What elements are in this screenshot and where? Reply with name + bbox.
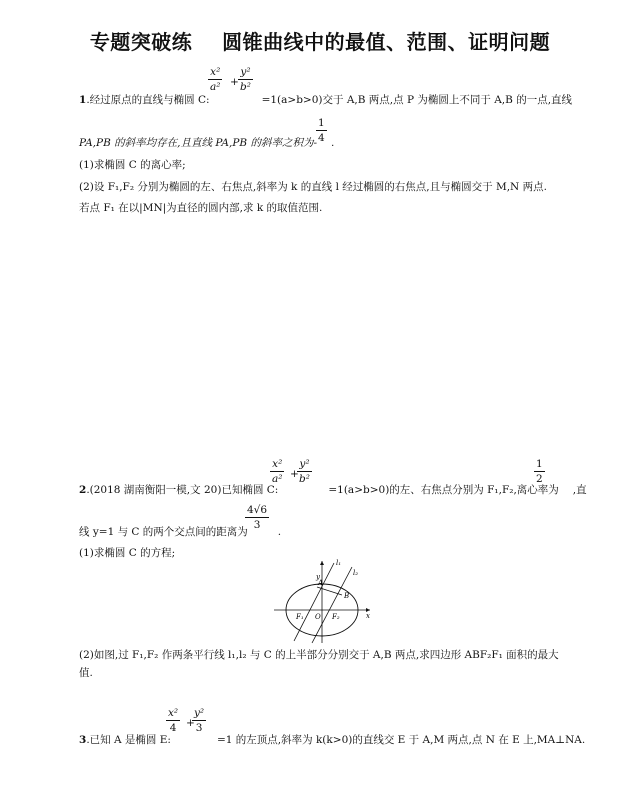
problem-text: .经过原点的直线与椭圆 C: <box>86 94 210 106</box>
line-l1 <box>294 563 334 641</box>
fraction-numerator: 4√6 <box>247 504 268 516</box>
problem-text: =1 的左顶点,斜率为 k(k>0)的直线交 E 于 A,M 两点,点 N 在 E 上,MA⊥NA. <box>216 734 586 746</box>
problem-text: PA,PB 的斜率均存在,且直线 PA,PB 的斜率之积为- <box>79 137 318 149</box>
label-y: y <box>316 573 320 581</box>
problem-1-part-2a: (2)设 F₁,F₂ 分别为椭圆的左、右焦点,斜率为 k 的直线 l 经过椭圆的右焦点,且与椭圆交于 M,N 两点. <box>79 181 547 193</box>
plus-sign: + <box>230 76 239 88</box>
fraction-numerator: x² <box>272 458 283 470</box>
problem-text: .已知 A 是椭圆 E: <box>86 734 171 746</box>
label-b: B <box>344 592 350 600</box>
problem-1-line-2 <box>79 136 334 150</box>
label-l2: l₂ <box>353 569 359 577</box>
fraction-denominator: 3 <box>245 517 269 531</box>
fraction-denominator: 4 <box>318 132 325 144</box>
fraction-numerator: y² <box>194 707 205 719</box>
problem-number: 2 <box>79 484 87 496</box>
fraction-denominator: b² <box>299 473 310 485</box>
page-title: 专题突破练 圆锥曲线中的最值、范围、证明问题 <box>89 30 551 54</box>
fraction-denominator: a² <box>210 81 221 93</box>
problem-1-line-1 <box>79 93 572 107</box>
plus-sign: + <box>186 717 195 729</box>
fraction-x2-a2 <box>208 66 222 93</box>
label-o: O <box>315 613 321 621</box>
problem-text: . <box>331 137 335 149</box>
problem-text: . <box>277 526 282 538</box>
fraction-y2-b2 <box>297 458 312 485</box>
label-f1: F₁ <box>296 613 304 621</box>
label-l1: l₁ <box>336 559 342 567</box>
problem-1-part-1: (1)求椭圆 C 的离心率; <box>79 159 186 171</box>
fraction-1-2 <box>534 458 545 485</box>
ellipse-diagram <box>272 555 372 645</box>
problem-text: 线 y=1 与 C 的两个交点间的距离为 <box>79 526 248 538</box>
label-x: x <box>366 612 370 620</box>
fraction-x2-4 <box>166 707 180 734</box>
fraction-denominator: 4 <box>166 720 180 734</box>
problem-number: 1 <box>79 94 87 106</box>
problem-2-part-2a: (2)如图,过 F₁,F₂ 作两条平行线 l₁,l₂ 与 C 的上半部分分别交于 A,B 两点,求四边形 ABF₂F₁ 面积的最大 <box>79 649 559 661</box>
fraction-y2-b2 <box>238 66 253 93</box>
problem-2-part-1: (1)求椭圆 C 的方程; <box>79 547 176 559</box>
fraction-numerator: 1 <box>536 458 543 470</box>
problem-3-line-1 <box>79 733 585 747</box>
plus-sign: + <box>290 468 299 480</box>
problem-text: =1(a>b>0)交于 A,B 两点,点 P 为椭圆上不同于 A,B 的一点,直线 <box>261 94 573 106</box>
fraction-numerator: x² <box>168 707 179 719</box>
y-axis-arrow <box>320 561 324 565</box>
fraction-denominator: 3 <box>192 720 206 734</box>
problem-number: 3 <box>79 734 87 746</box>
problem-1-part-2b: 若点 F₁ 在以|MN|为直径的圆内部,求 k 的取值范围. <box>79 202 323 214</box>
fraction-numerator: y² <box>240 66 251 78</box>
fraction-denominator: b² <box>240 81 251 93</box>
label-f2: F₂ <box>332 613 340 621</box>
problem-text: .(2018 湖南衡阳一模,文 20)已知椭圆 C: <box>86 484 279 496</box>
label-a: A <box>318 579 324 587</box>
fraction-numerator: 1 <box>318 117 325 129</box>
problem-text: ,直 <box>572 484 587 496</box>
problem-2-part-2b: 值. <box>79 667 93 679</box>
fraction-denominator: 2 <box>536 473 543 485</box>
problem-2-line-1 <box>79 483 587 497</box>
fraction-denominator: a² <box>272 473 283 485</box>
segment-ab <box>317 587 342 595</box>
problem-text: =1(a>b>0)的左、右焦点分别为 F₁,F₂,离心率为 <box>328 484 559 496</box>
fraction-y2-3 <box>192 707 206 734</box>
fraction-x2-a2 <box>270 458 284 485</box>
fraction-numerator: y² <box>299 458 310 470</box>
problem-2-line-2 <box>79 525 281 539</box>
fraction-numerator: x² <box>210 66 221 78</box>
